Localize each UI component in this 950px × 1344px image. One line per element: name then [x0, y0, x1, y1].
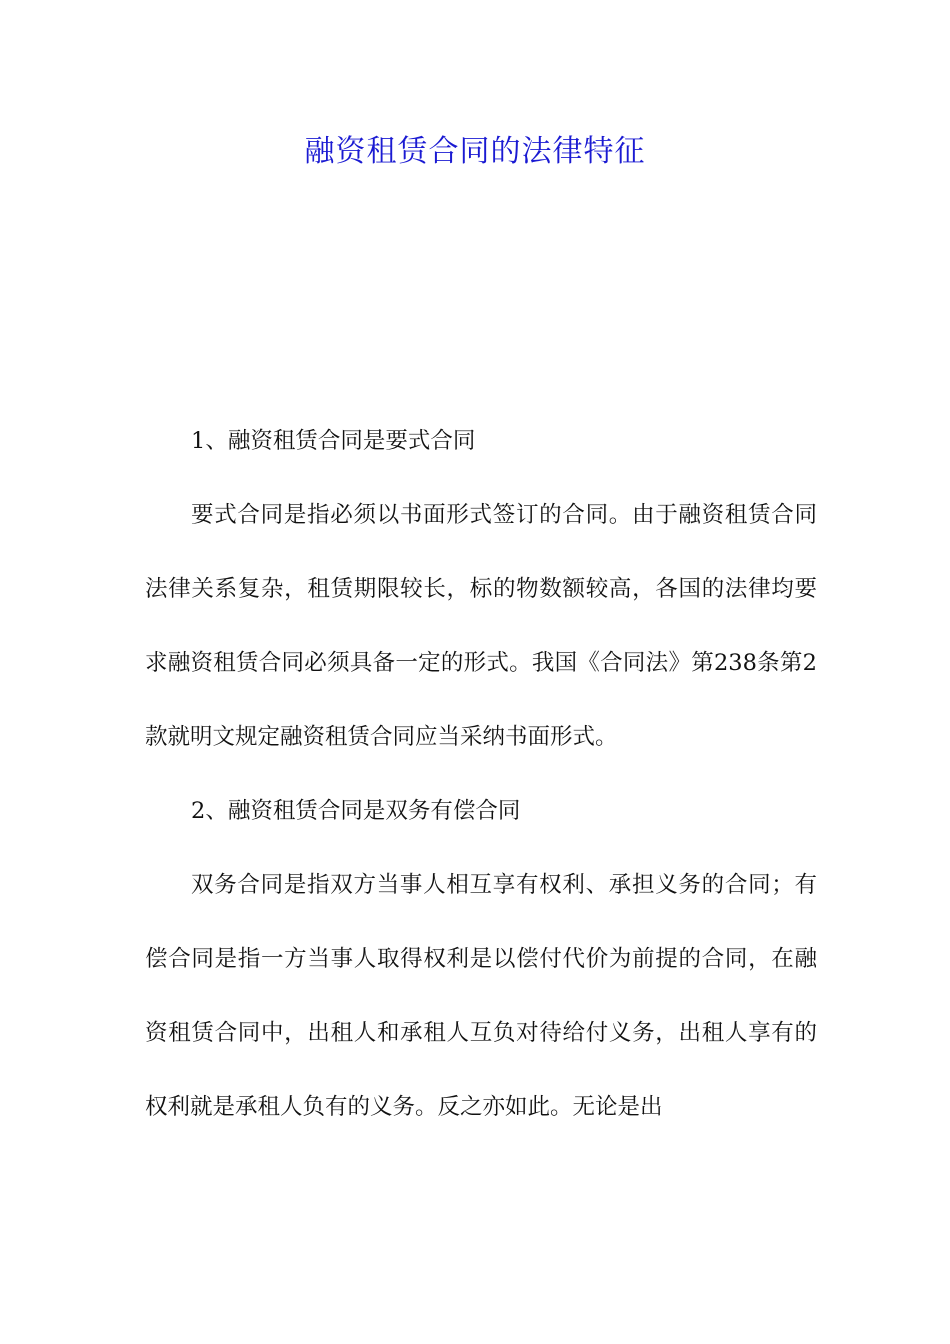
section-heading-1: 1、融资租赁合同是要式合同 — [191, 428, 476, 454]
paragraph-2: 双务合同是指双方当事人相互享有权利、承担义务的合同；有偿合同是指一方当事人取得权利是以偿付代价为前提的合同，在融资租赁合同中，出租人和承租人互负对待给付义务，出租人享有的权利就是承租人负有的义务。反之亦如此。无论是出 — [145, 872, 817, 1120]
document-title: 融资租赁合同的法律特征 — [304, 134, 646, 169]
paragraph-1: 要式合同是指必须以书面形式签订的合同。由于融资租赁合同法律关系复杂，租赁期限较长，标的物数额较高，各国的法律均要求融资租赁合同必须具备一定的形式。我国《合同法》第238条第2款就明文规定融资租赁合同应当采纳书面形式。 — [145, 502, 817, 750]
document-body — [145, 404, 817, 1144]
section-heading-2: 2、融资租赁合同是双务有偿合同 — [191, 798, 521, 824]
